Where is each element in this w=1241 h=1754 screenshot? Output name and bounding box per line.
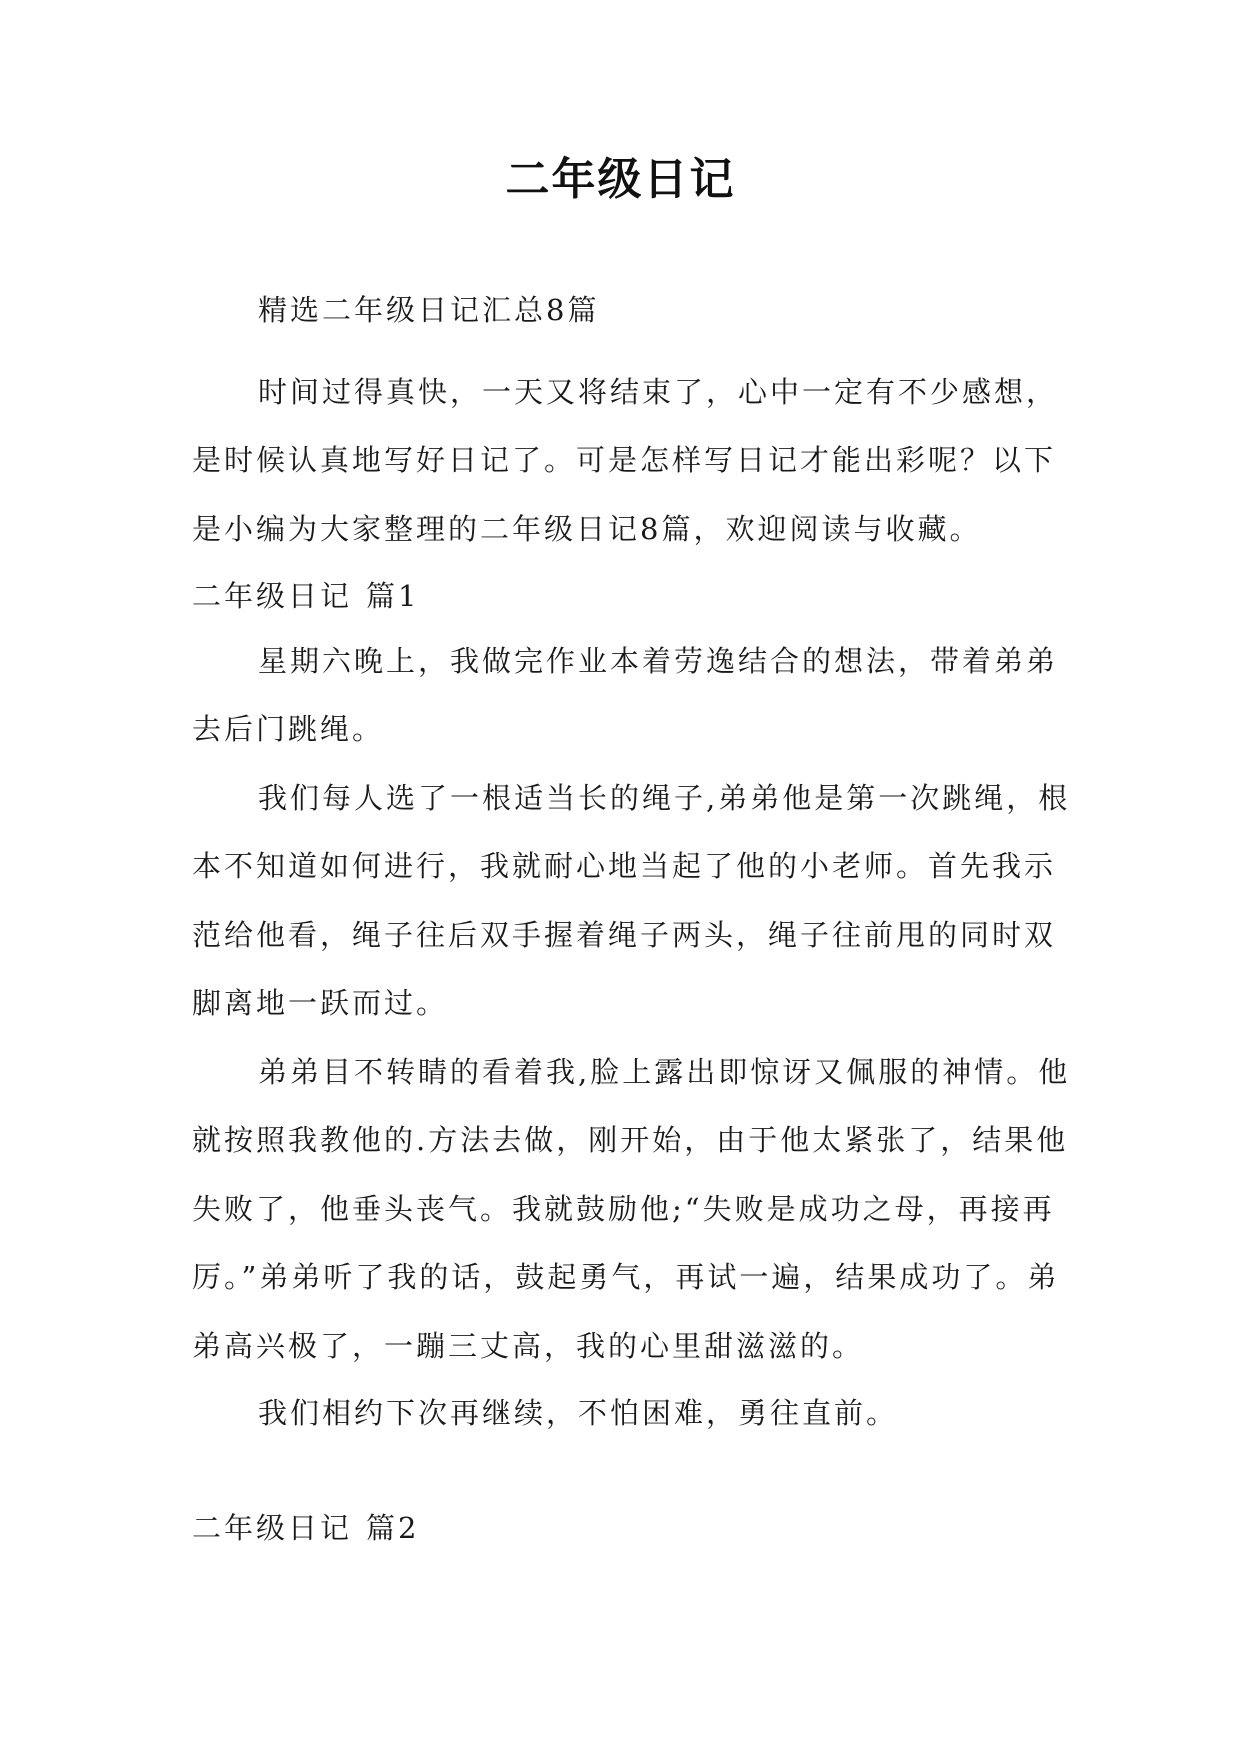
section-heading-2 bbox=[192, 1508, 419, 1548]
intro-paragraph: 时间过得真快，一天又将结束了，心中一定有不少感想，是时候认真地写好日记了。可是怎样写日记才能出彩呢？以下是小编为大家整理的二年级日记8篇，欢迎阅读与收藏。 bbox=[192, 375, 1059, 546]
section-1-paragraph-2: 我们每人选了一根适当长的绳子,弟弟他是第一次跳绳，根本不知道如何进行，我就耐心地当起了他的小老师。首先我示范给他看，绳子往后双手握着绳子两头，绳子往前甩的同时双脚离地一跃而过。 bbox=[192, 781, 1071, 1021]
document-title: 二年级日记 bbox=[505, 154, 736, 205]
section-heading-label: 二年级日记 bbox=[192, 1511, 353, 1545]
section-heading-1 bbox=[192, 576, 419, 616]
document-subtitle: 精选二年级日记汇总8篇 bbox=[258, 293, 600, 327]
section-1-paragraph-4: 我们相约下次再继续，不怕困难，勇往直前。 bbox=[258, 1396, 899, 1430]
section-1-paragraph-1: 星期六晚上，我做完作业本着劳逸结合的想法，带着弟弟去后门跳绳。 bbox=[192, 644, 1059, 747]
section-heading-number: 篇1 bbox=[366, 579, 420, 613]
section-heading-label: 二年级日记 bbox=[192, 579, 353, 613]
section-heading-number: 篇2 bbox=[366, 1511, 420, 1545]
section-1-paragraph-3: 弟弟目不转睛的看着我,脸上露出即惊讶又佩服的神情。他就按照我教他的.方法去做，刚开始，由于他太紧张了，结果他失败了，他垂头丧气。我就鼓励他;“失败是成功之母，再接再厉。”弟弟听了我的话，鼓起勇气，再试一遍，结果成功了。弟弟高兴极了，一蹦三丈高，我的心里甜滋滋的。 bbox=[192, 1055, 1071, 1363]
